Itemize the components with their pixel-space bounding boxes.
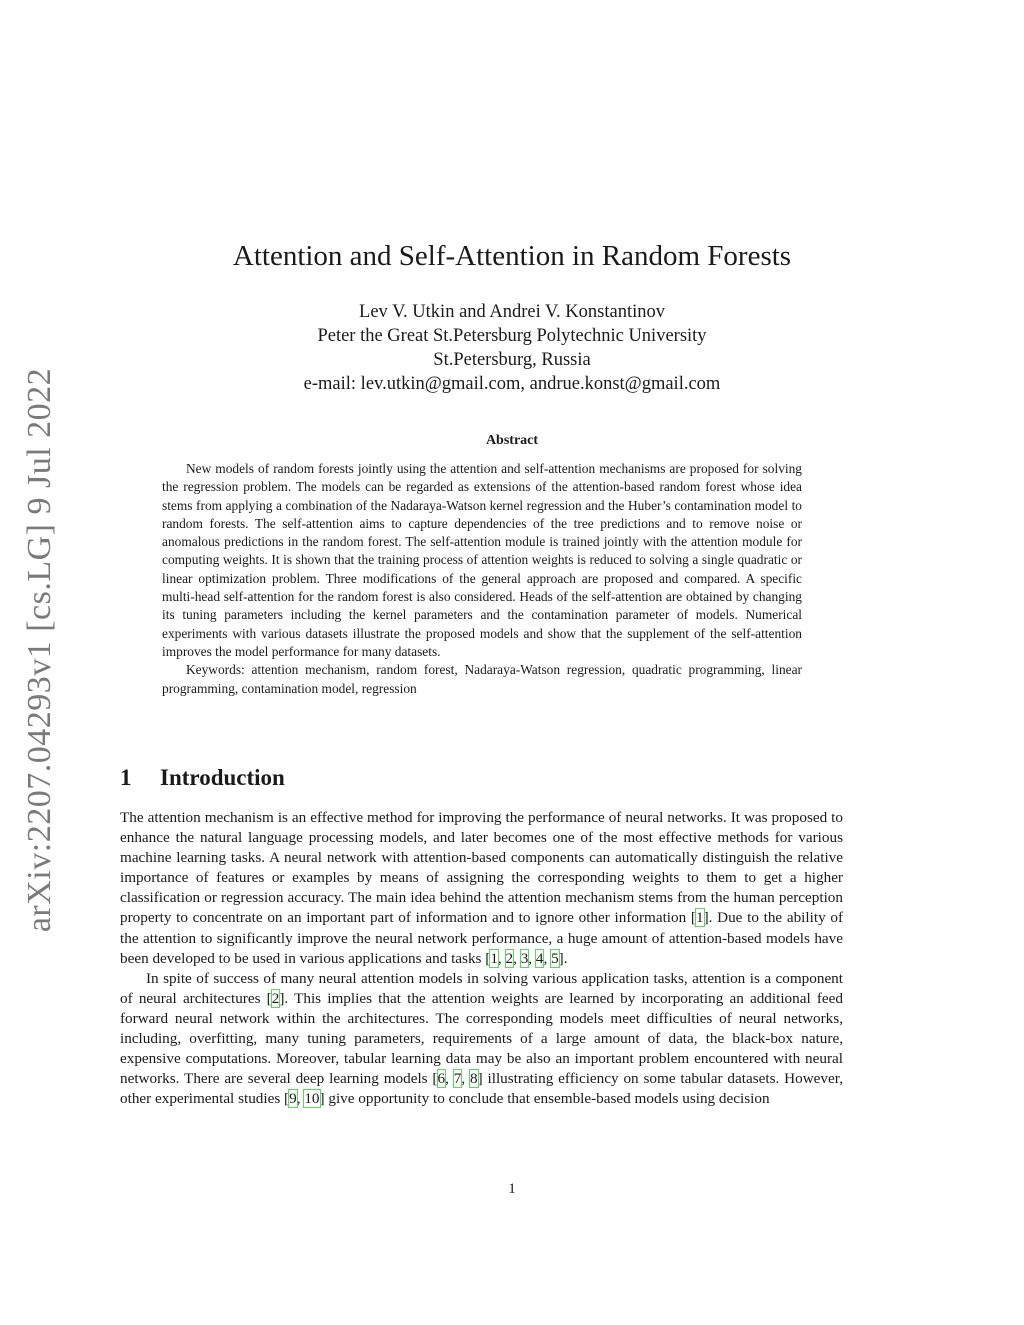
intro-p1-text-a: The attention mechanism is an effective method for improving the performance of neural networks. It was proposed to enhance the natural language processing models, and later becomes one of the most effective methods for various machine learning tasks. A neural network with attention-based components can automatically distinguish the relative importance of features or examples by means of assigning the corresponding weights to them to get a higher classification or regression accuracy. The main idea behind the attention mechanism stems from the human perception property to concentrate on an important part of information and to ignore other information [ [120, 809, 843, 927]
citation-link[interactable]: 10 [304, 1090, 320, 1108]
intro-paragraph-2 [120, 969, 843, 1110]
author-affiliation: Peter the Great St.Petersburg Polytechnic University [317, 326, 707, 346]
intro-p2-text-b: ]. This implies that the attention weights are learned by incorporating an additional feed forward neural network within the architectures. The corresponding models meet difficulties of neural networks, including, overfitting, many tuning parameters, requirements of a large amount of data, the black-box nature, expensive computations. Moreover, tabular learning data may be also an important problem encountered with neural networks. There are several deep learning models [ [120, 989, 844, 1088]
citation-link[interactable]: 1 [695, 909, 704, 927]
citation-link[interactable]: 8 [470, 1070, 478, 1088]
citation-link[interactable]: 5 [551, 949, 559, 967]
author-names: Lev V. Utkin and Andrei V. Konstantinov [359, 302, 665, 322]
intro-p2-text-d: ] give opportunity to conclude that ensemble-based models using decision [319, 1090, 770, 1108]
citation-link[interactable]: 9 [289, 1090, 297, 1108]
author-email: e-mail: lev.utkin@gmail.com, andrue.konst@gmail.com [303, 374, 721, 394]
arxiv-identifier-stamp: arXiv:2207.04293v1 [cs.LG] 9 Jul 2022 [21, 367, 58, 933]
citation-link[interactable]: 6 [437, 1070, 446, 1088]
citation-separator: , [513, 949, 521, 967]
section-title: Introduction [160, 765, 285, 790]
intro-p1-text-c: ]. [558, 949, 568, 967]
section-heading [120, 765, 285, 791]
intro-paragraph-1 [120, 808, 843, 969]
citation-link[interactable]: 7 [453, 1070, 462, 1088]
citation-link[interactable]: 3 [520, 949, 529, 967]
intro-p2-text-c: ] illustrating efficiency on some tabular datasets. However, other experimental studies [ [120, 1070, 844, 1108]
citation-link[interactable]: 2 [271, 989, 280, 1007]
section-number: 1 [120, 765, 132, 790]
citation-separator: , [497, 949, 506, 967]
page-number: 1 [508, 1181, 516, 1197]
citation-link[interactable]: 4 [535, 949, 544, 967]
author-block [0, 300, 1024, 396]
paper-title: Attention and Self-Attention in Random Forests [232, 240, 792, 272]
abstract-body: New models of random forests jointly using the attention and self-attention mechanisms are proposed for solving the regression problem. The models can be regarded as extensions of the attention-based random forest whose idea stems from applying a combination of the Nadaraya-Watson kernel regression and the Huber’s contamination model to random forests. The self-attention aims to capture dependencies of the tree predictions and to remove noise or anomalous predictions in the random forest. The self-attention module is trained jointly with the attention module for computing weights. It is shown that the training process of attention weights is reduced to solving a single quadratic or linear optimization problem. Three modifications of the general approach are proposed and compared. A specific multi-head self-attention for the random forest is also considered. Heads of the self-attention are obtained by changing its tuning parameters including the kernel parameters and the contamination parameter of models. Numerical experiments with various datasets illustrate the proposed models and show that the supplement of the self-attention improves the model performance for many datasets. [162, 461, 802, 659]
citation-separator: , [296, 1090, 305, 1108]
author-location: St.Petersburg, Russia [433, 350, 591, 370]
abstract-block [162, 460, 802, 698]
introduction-body [120, 808, 843, 1109]
abstract-heading: Abstract [485, 433, 539, 448]
citation-separator: , [528, 949, 536, 967]
intro-p2-text-a: In spite of success of many neural attention models in solving various application tasks, attention is a component of neural architectures [ [120, 969, 843, 1007]
citation-link[interactable]: 2 [505, 949, 514, 967]
citation-link[interactable]: 1 [490, 949, 498, 967]
citation-separator: , [445, 1070, 454, 1088]
citation-separator: , [461, 1070, 470, 1088]
citation-separator: , [543, 949, 552, 967]
abstract-keywords: Keywords: attention mechanism, random forest, Nadaraya-Watson regression, quadratic programming, linear programming, contamination model, regression [162, 662, 802, 696]
intro-p1-text-b: ]. Due to the ability of the attention to significantly improve the neural network performance, a huge amount of attention-based models have been developed to be used in various applications and tasks [ [120, 909, 843, 967]
